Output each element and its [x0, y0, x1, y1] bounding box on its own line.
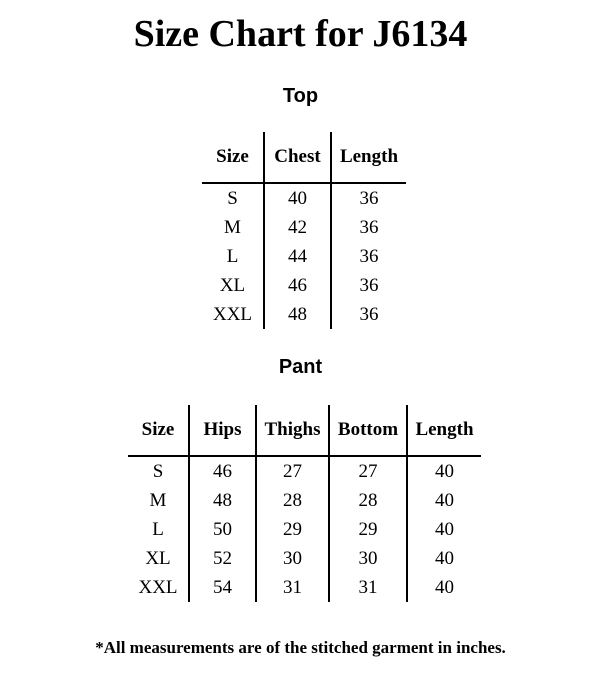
cell-length: 36 — [359, 187, 379, 209]
cell-size: M — [202, 213, 264, 242]
table-row — [202, 183, 406, 213]
cell-hips: 52 — [189, 544, 256, 573]
cell-length: 36 — [359, 303, 379, 325]
column-header-hips: Hips — [189, 405, 256, 456]
cell-size: S — [128, 456, 189, 486]
table-row — [128, 544, 481, 573]
cell-length: 40 — [435, 489, 454, 511]
top-size-table — [202, 132, 406, 329]
table-row — [202, 242, 406, 271]
table-row — [128, 515, 481, 544]
column-header-size: Size — [128, 405, 189, 456]
cell-thighs: 30 — [256, 544, 329, 573]
table-row — [202, 213, 406, 242]
column-header-thighs: Thighs — [256, 405, 329, 456]
pant-size-table — [128, 405, 481, 602]
cell-chest: 48 — [264, 300, 331, 329]
cell-size: L — [202, 242, 264, 271]
column-header-size: Size — [202, 132, 264, 183]
cell-hips: 54 — [189, 573, 256, 602]
cell-bottom: 29 — [329, 515, 407, 544]
cell-bottom: 30 — [329, 544, 407, 573]
cell-size: XXL — [202, 300, 264, 329]
column-header-length: Length — [407, 405, 481, 456]
table-header-row — [202, 132, 406, 183]
cell-chest: 40 — [264, 183, 331, 213]
cell-bottom: 28 — [329, 486, 407, 515]
cell-length: 40 — [435, 460, 454, 482]
cell-hips: 48 — [189, 486, 256, 515]
pant-section-heading: Pant — [278, 356, 323, 378]
cell-chest: 42 — [264, 213, 331, 242]
column-header-bottom: Bottom — [329, 405, 407, 456]
cell-thighs: 31 — [256, 573, 329, 602]
cell-size: XL — [128, 544, 189, 573]
page-title: Size Chart for J6134 — [133, 13, 468, 55]
cell-size: L — [128, 515, 189, 544]
cell-chest: 46 — [264, 271, 331, 300]
cell-thighs: 29 — [256, 515, 329, 544]
table-row — [128, 486, 481, 515]
cell-size: XL — [202, 271, 264, 300]
column-header-length: Length — [331, 132, 406, 183]
cell-thighs: 28 — [256, 486, 329, 515]
cell-size: S — [202, 183, 264, 213]
cell-length: 36 — [359, 274, 379, 296]
cell-hips: 46 — [189, 456, 256, 486]
cell-size: M — [128, 486, 189, 515]
cell-length: 36 — [359, 216, 379, 238]
cell-chest: 44 — [264, 242, 331, 271]
table-row — [128, 573, 481, 602]
cell-hips: 50 — [189, 515, 256, 544]
cell-length: 40 — [435, 576, 454, 598]
table-header-row — [128, 405, 481, 456]
table-row — [202, 300, 406, 329]
cell-thighs: 27 — [256, 456, 329, 486]
cell-length: 36 — [359, 245, 379, 267]
top-section-heading: Top — [282, 85, 319, 107]
cell-length: 40 — [435, 547, 454, 569]
table-row — [202, 271, 406, 300]
measurement-footnote: *All measurements are of the stitched garment in inches. — [95, 638, 506, 657]
cell-size: XXL — [128, 573, 189, 602]
cell-bottom: 27 — [329, 456, 407, 486]
column-header-chest: Chest — [264, 132, 331, 183]
table-row — [128, 456, 481, 486]
cell-bottom: 31 — [329, 573, 407, 602]
cell-length: 40 — [435, 518, 454, 540]
